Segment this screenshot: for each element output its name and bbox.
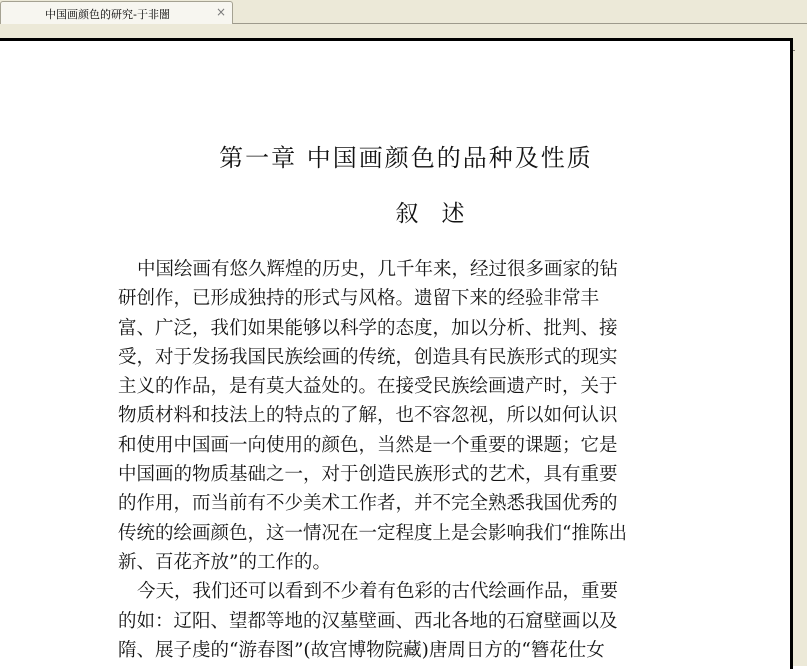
text-line: 传统的绘画颜色，这一情况在一定程度上是会影响我们“推陈出 <box>118 522 627 544</box>
document-viewer[interactable] <box>0 24 807 666</box>
document-page <box>0 38 793 669</box>
text-line: 的如：辽阳、望都等地的汉墓壁画、西北各地的石窟壁画以及 <box>118 610 618 632</box>
text-line: 研创作，已形成独持的形式与风格。遗留下来的经验非常丰 <box>118 288 600 310</box>
text-line: 和使用中国画一向使用的颜色，当然是一个重要的课题；它是 <box>118 434 618 456</box>
text-line: 新、百花齐放”的工作的。 <box>118 551 331 573</box>
text-line: 中国绘画有悠久辉煌的历史，几千年来，经过很多画家的钻 <box>137 259 619 280</box>
text-line: 富、广泛，我们如果能够以科学的态度，加以分析、批判、接 <box>118 317 618 339</box>
chapter-title: 第一章 中国画颜色的品种及性质 <box>219 144 593 172</box>
section-title: 叙 述 <box>395 201 465 227</box>
text-line: 隋、展子虔的“游春图”(故宫博物院藏)唐周日方的“簪花仕女 <box>118 639 605 661</box>
close-icon[interactable]: × <box>216 5 227 19</box>
text-line: 今天，我们还可以看到不少着有色彩的古代绘画作品，重要 <box>137 581 619 603</box>
text-line: 的作用，而当前有不少美术工作者，并不完全熟悉我国优秀的 <box>118 493 618 515</box>
text-line: 主义的作品，是有莫大益处的。在接受民族绘画遗产时，关于 <box>118 376 618 398</box>
tab-bar <box>0 0 807 24</box>
body-text <box>118 255 678 665</box>
text-line: 受，对于发扬我国民族绘画的传统，创造具有民族形式的现实 <box>118 346 618 368</box>
document-tab[interactable] <box>0 1 233 24</box>
text-line: 中国画的物质基础之一，对于创造民族形式的艺术，具有重要 <box>118 464 618 486</box>
tab-title: 中国画颜色的研究-于非闇 <box>45 8 170 21</box>
text-line: 物质材料和技法上的特点的了解，也不容忽视，所以如何认识 <box>118 405 618 427</box>
